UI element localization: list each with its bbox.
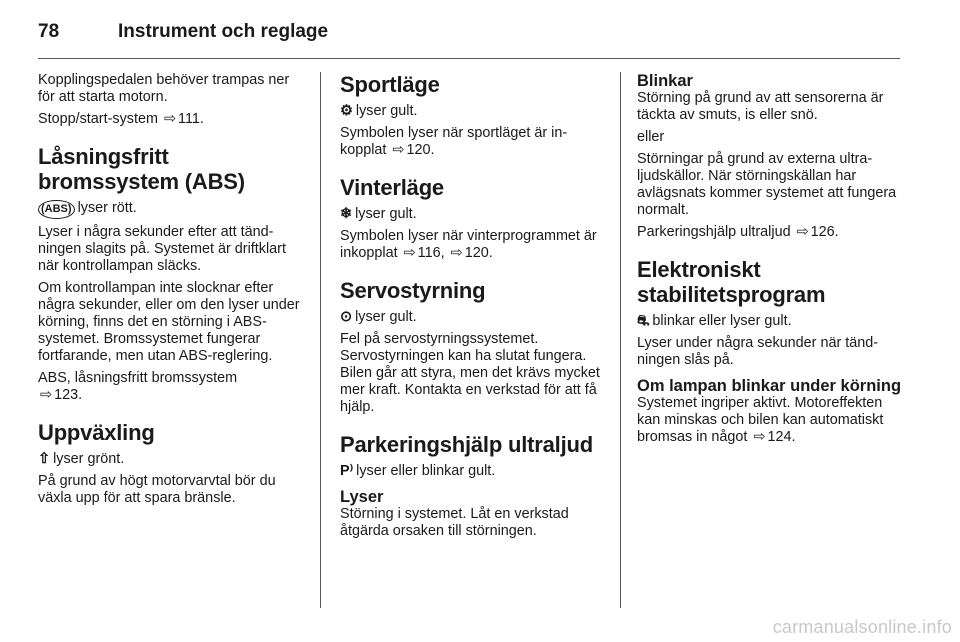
parking-lit-text: Störning i systemet. Låt en verkstad åtgärda orsaken till störningen. xyxy=(340,506,569,539)
blink-heading: Blinkar xyxy=(637,72,693,90)
column-1 xyxy=(38,72,306,512)
watermark: carmanualsonline.info xyxy=(772,617,952,637)
page-ref-arrow-icon: ⇨ xyxy=(40,387,53,403)
shift-lamp-line: ⇧ lyser grönt. xyxy=(38,451,125,467)
blink-text-2: eller xyxy=(637,129,665,145)
page-ref-link[interactable]: 120. xyxy=(464,245,493,261)
page-ref-link[interactable]: 126. xyxy=(810,224,839,240)
parking-heading: Parkeringshjälp ultraljud xyxy=(340,432,593,457)
blink-text-3: Störningar på grund av externa ultraljudskällor. När störningskällan har avlägsnats kommer systemet att fungera normalt. xyxy=(637,151,897,218)
steering-wheel-icon: ⊙ xyxy=(340,309,353,325)
page-number: 78 xyxy=(38,21,60,42)
page-ref-arrow-icon: ⇨ xyxy=(392,142,405,158)
shift-heading: Uppväxling xyxy=(38,420,155,445)
winter-heading: Vinterläge xyxy=(340,175,444,200)
abs-heading: Låsningsfritt bromssystem (ABS) xyxy=(38,144,245,194)
abs-text-1: Lyser i några sekunder efter att tändningen slagits på. Systemet är driftklart när kontrollampan släcks. xyxy=(38,224,286,274)
abs-text-2: Om kontrollampan inte slocknar efter några sekunder, eller om den lyser under körning, finns det en störning i ABS-systemet. Bromssystemet fungerar fortfarande, men utan ABS-reglering. xyxy=(38,280,300,364)
header-divider xyxy=(38,58,900,59)
esp-blink-text: Systemet ingriper aktivt. Motoreffekten kan minskas och bilen kan automatiskt bromsas in något ⇨ 124. xyxy=(637,395,884,445)
esp-heading: Elektroniskt stabilitetsprogram xyxy=(637,257,826,307)
parking-sensor-icon: P⁾ xyxy=(340,463,354,479)
upshift-arrow-icon: ⇧ xyxy=(38,451,51,467)
esp-lamp-line: ⛐ blinkar eller lyser gult. xyxy=(637,313,792,329)
blink-ref: Parkeringshjälp ultraljud ⇨ 126. xyxy=(637,224,839,240)
steering-heading: Servostyrning xyxy=(340,278,486,303)
abs-ref: ABS, låsningsfritt bromssystem ⇨ 123. xyxy=(38,370,238,403)
abs-warning-icon: (ABS) xyxy=(38,200,75,219)
page-ref-arrow-icon: ⇨ xyxy=(753,429,766,445)
esp-skid-icon: ⛐ xyxy=(637,313,650,329)
parking-lamp-line: P⁾ lyser eller blinkar gult. xyxy=(340,463,496,479)
column-divider-1 xyxy=(320,72,321,608)
page-ref-arrow-icon: ⇨ xyxy=(450,245,463,261)
page-ref-link[interactable]: 111. xyxy=(178,111,204,127)
page-header xyxy=(38,18,900,58)
blink-text-1: Störning på grund av att sensorerna är täckta av smuts, is eller snö. xyxy=(637,90,884,123)
intro-clutch-text: Kopplingspedalen behöver trampas ner för att starta motorn. xyxy=(38,72,290,105)
page-ref-arrow-icon: ⇨ xyxy=(796,224,809,240)
sport-heading: Sportläge xyxy=(340,72,440,97)
page-title: Instrument och reglage xyxy=(118,21,329,42)
page-ref-arrow-icon: ⇨ xyxy=(403,245,416,261)
winter-text-1: Symbolen lyser när vinterprogrammet är inkopplat ⇨ 116, ⇨ 120. xyxy=(340,228,597,261)
page-ref-link[interactable]: 116, xyxy=(417,245,445,261)
shift-text-1: På grund av högt motorvarvtal bör du växla upp för att spara bränsle. xyxy=(38,473,276,506)
parking-lit-heading: Lyser xyxy=(340,488,384,506)
sport-lamp-line: ⚙ lyser gult. xyxy=(340,103,418,119)
winter-lamp-line: ❄ lyser gult. xyxy=(340,206,417,222)
sport-mode-icon: ⚙ xyxy=(340,103,353,119)
abs-lamp-line: (ABS) lyser rött. xyxy=(38,200,306,219)
esp-blink-heading: Om lampan blinkar under körning xyxy=(637,377,902,395)
page-ref-link[interactable]: 124. xyxy=(767,429,796,445)
snowflake-icon: ❄ xyxy=(340,206,353,222)
steering-lamp-line: ⊙ lyser gult. xyxy=(340,309,417,325)
column-3 xyxy=(637,72,905,451)
esp-text-1: Lyser under några sekunder när tändningen slås på. xyxy=(637,335,879,368)
steering-text-1: Fel på servostyrningssystemet. Servostyrningen kan ha slutat fungera. Bilen går att styra, men det krävs mycket mer kraft. Kontakta en verkstad för att få hjälp. xyxy=(340,331,600,415)
sport-text-1: Symbolen lyser när sportläget är inkopplat ⇨ 120. xyxy=(340,125,568,158)
page-ref-link[interactable]: 120. xyxy=(406,142,435,158)
column-2 xyxy=(340,72,602,545)
column-divider-2 xyxy=(620,72,621,608)
page-ref-link[interactable]: 123. xyxy=(54,387,83,403)
page-ref-arrow-icon: ⇨ xyxy=(163,111,177,127)
intro-startstop-ref: Stopp/start-system ⇨ 111. xyxy=(38,111,204,127)
